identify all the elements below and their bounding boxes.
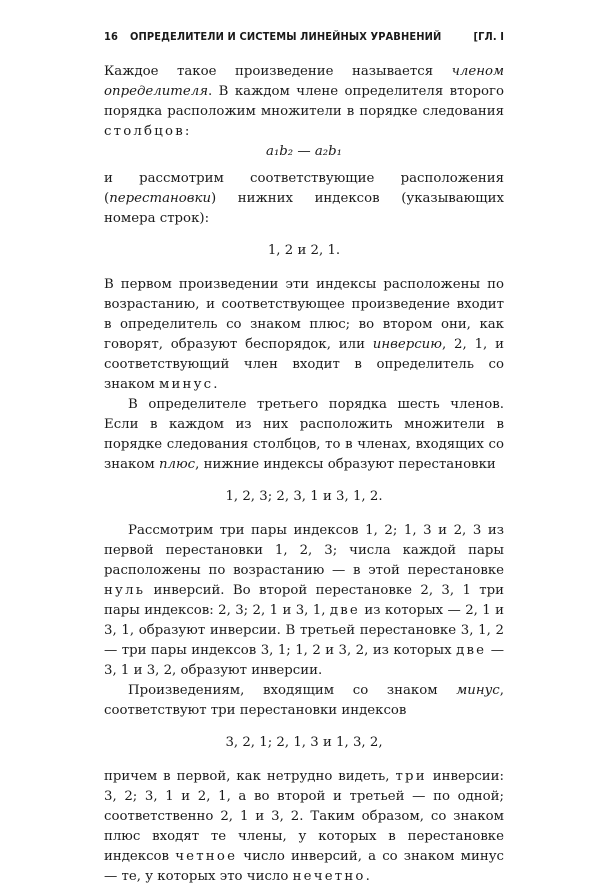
spaced-term: нуль — [104, 583, 146, 598]
spaced-term: столбцов — [104, 124, 185, 139]
running-title: ОПРЕДЕЛИТЕЛИ И СИСТЕМЫ ЛИНЕЙНЫХ УРАВНЕНИЙ — [130, 30, 442, 43]
paragraph-6: Произведениям, входящим со знаком минус, соответствуют три перестановки индексов — [104, 683, 504, 718]
formula-3: 1, 2, 3; 2, 3, 1 и 3, 1, 2. — [225, 489, 383, 504]
page-body — [104, 62, 504, 887]
page-number: 16 — [104, 30, 118, 43]
paragraph-2: и рассмотрим соответствующие расположения (перестановки) нижних индексов (указывающих номера строк): — [104, 171, 504, 226]
emphasis-term: инверсию — [372, 337, 442, 352]
emphasis-term: членом определителя — [104, 64, 504, 99]
paragraph-3: В первом произведении эти индексы расположены по возрастанию, и соответствующее произведение входит в определитель со знаком плюс; во втором они, как говорят, образуют беспорядок, или инверсию, 2, 1, и соответствующий член входит в определитель со знаком минус. — [104, 277, 504, 392]
formula-1: a₁b₂ — a₂b₁ — [266, 144, 342, 159]
spaced-term: минус — [158, 377, 214, 392]
paragraph-7: причем в первой, как нетрудно видеть, три инверсии: 3, 2; 3, 1 и 2, 1, а во второй и третьей — по одной; соответственно 2, 1 и 3, 2. Таким образом, со знаком плюс входят те члены, у которых в перестановке индексов четное число инверсий, а со знаком минус — те, у которых это число нечетно. — [104, 769, 504, 884]
formula-4: 3, 2, 1; 2, 1, 3 и 1, 3, 2, — [225, 735, 383, 750]
emphasis-term: минус — [456, 683, 500, 698]
spaced-term: две — [329, 603, 360, 618]
spaced-term: нечетно — [292, 869, 366, 884]
emphasis-term: плюс — [158, 457, 196, 472]
formula-2: 1, 2 и 2, 1. — [267, 243, 341, 258]
emphasis-term: перестановки — [109, 191, 212, 206]
spaced-term: три — [395, 769, 427, 784]
chapter-label: [ГЛ. I — [473, 30, 504, 43]
paragraph-1: Каждое такое произведение называется членом определителя. В каждом члене определителя второго порядка расположим множители в порядке следования столбцов: — [104, 64, 504, 139]
paragraph-4: В определителе третьего порядка шесть членов. Если в каждом из них расположить множители в порядке следования столбцов, то в членах, входящих со знаком плюс, нижние индексы образуют перестановки — [104, 397, 504, 472]
spaced-term: две — [456, 643, 487, 658]
spaced-term: четное — [175, 849, 238, 864]
paragraph-5: Рассмотрим три пары индексов 1, 2; 1, 3 и 2, 3 из первой перестановки 1, 2, 3; числа каждой пары расположены по возрастанию — в этой перестановке нуль инверсий. Во второй перестановке 2, 3, 1 три пары индексов: 2, 3; 2, 1 и 3, 1, две из которых — 2, 1 и 3, 1, образуют инверсии. В третьей перестановке 3, 1, 2 — три пары индексов 3, 1; 1, 2 и 3, 2, из которых две — 3, 1 и 3, 2, образуют инверсии. — [104, 523, 504, 678]
